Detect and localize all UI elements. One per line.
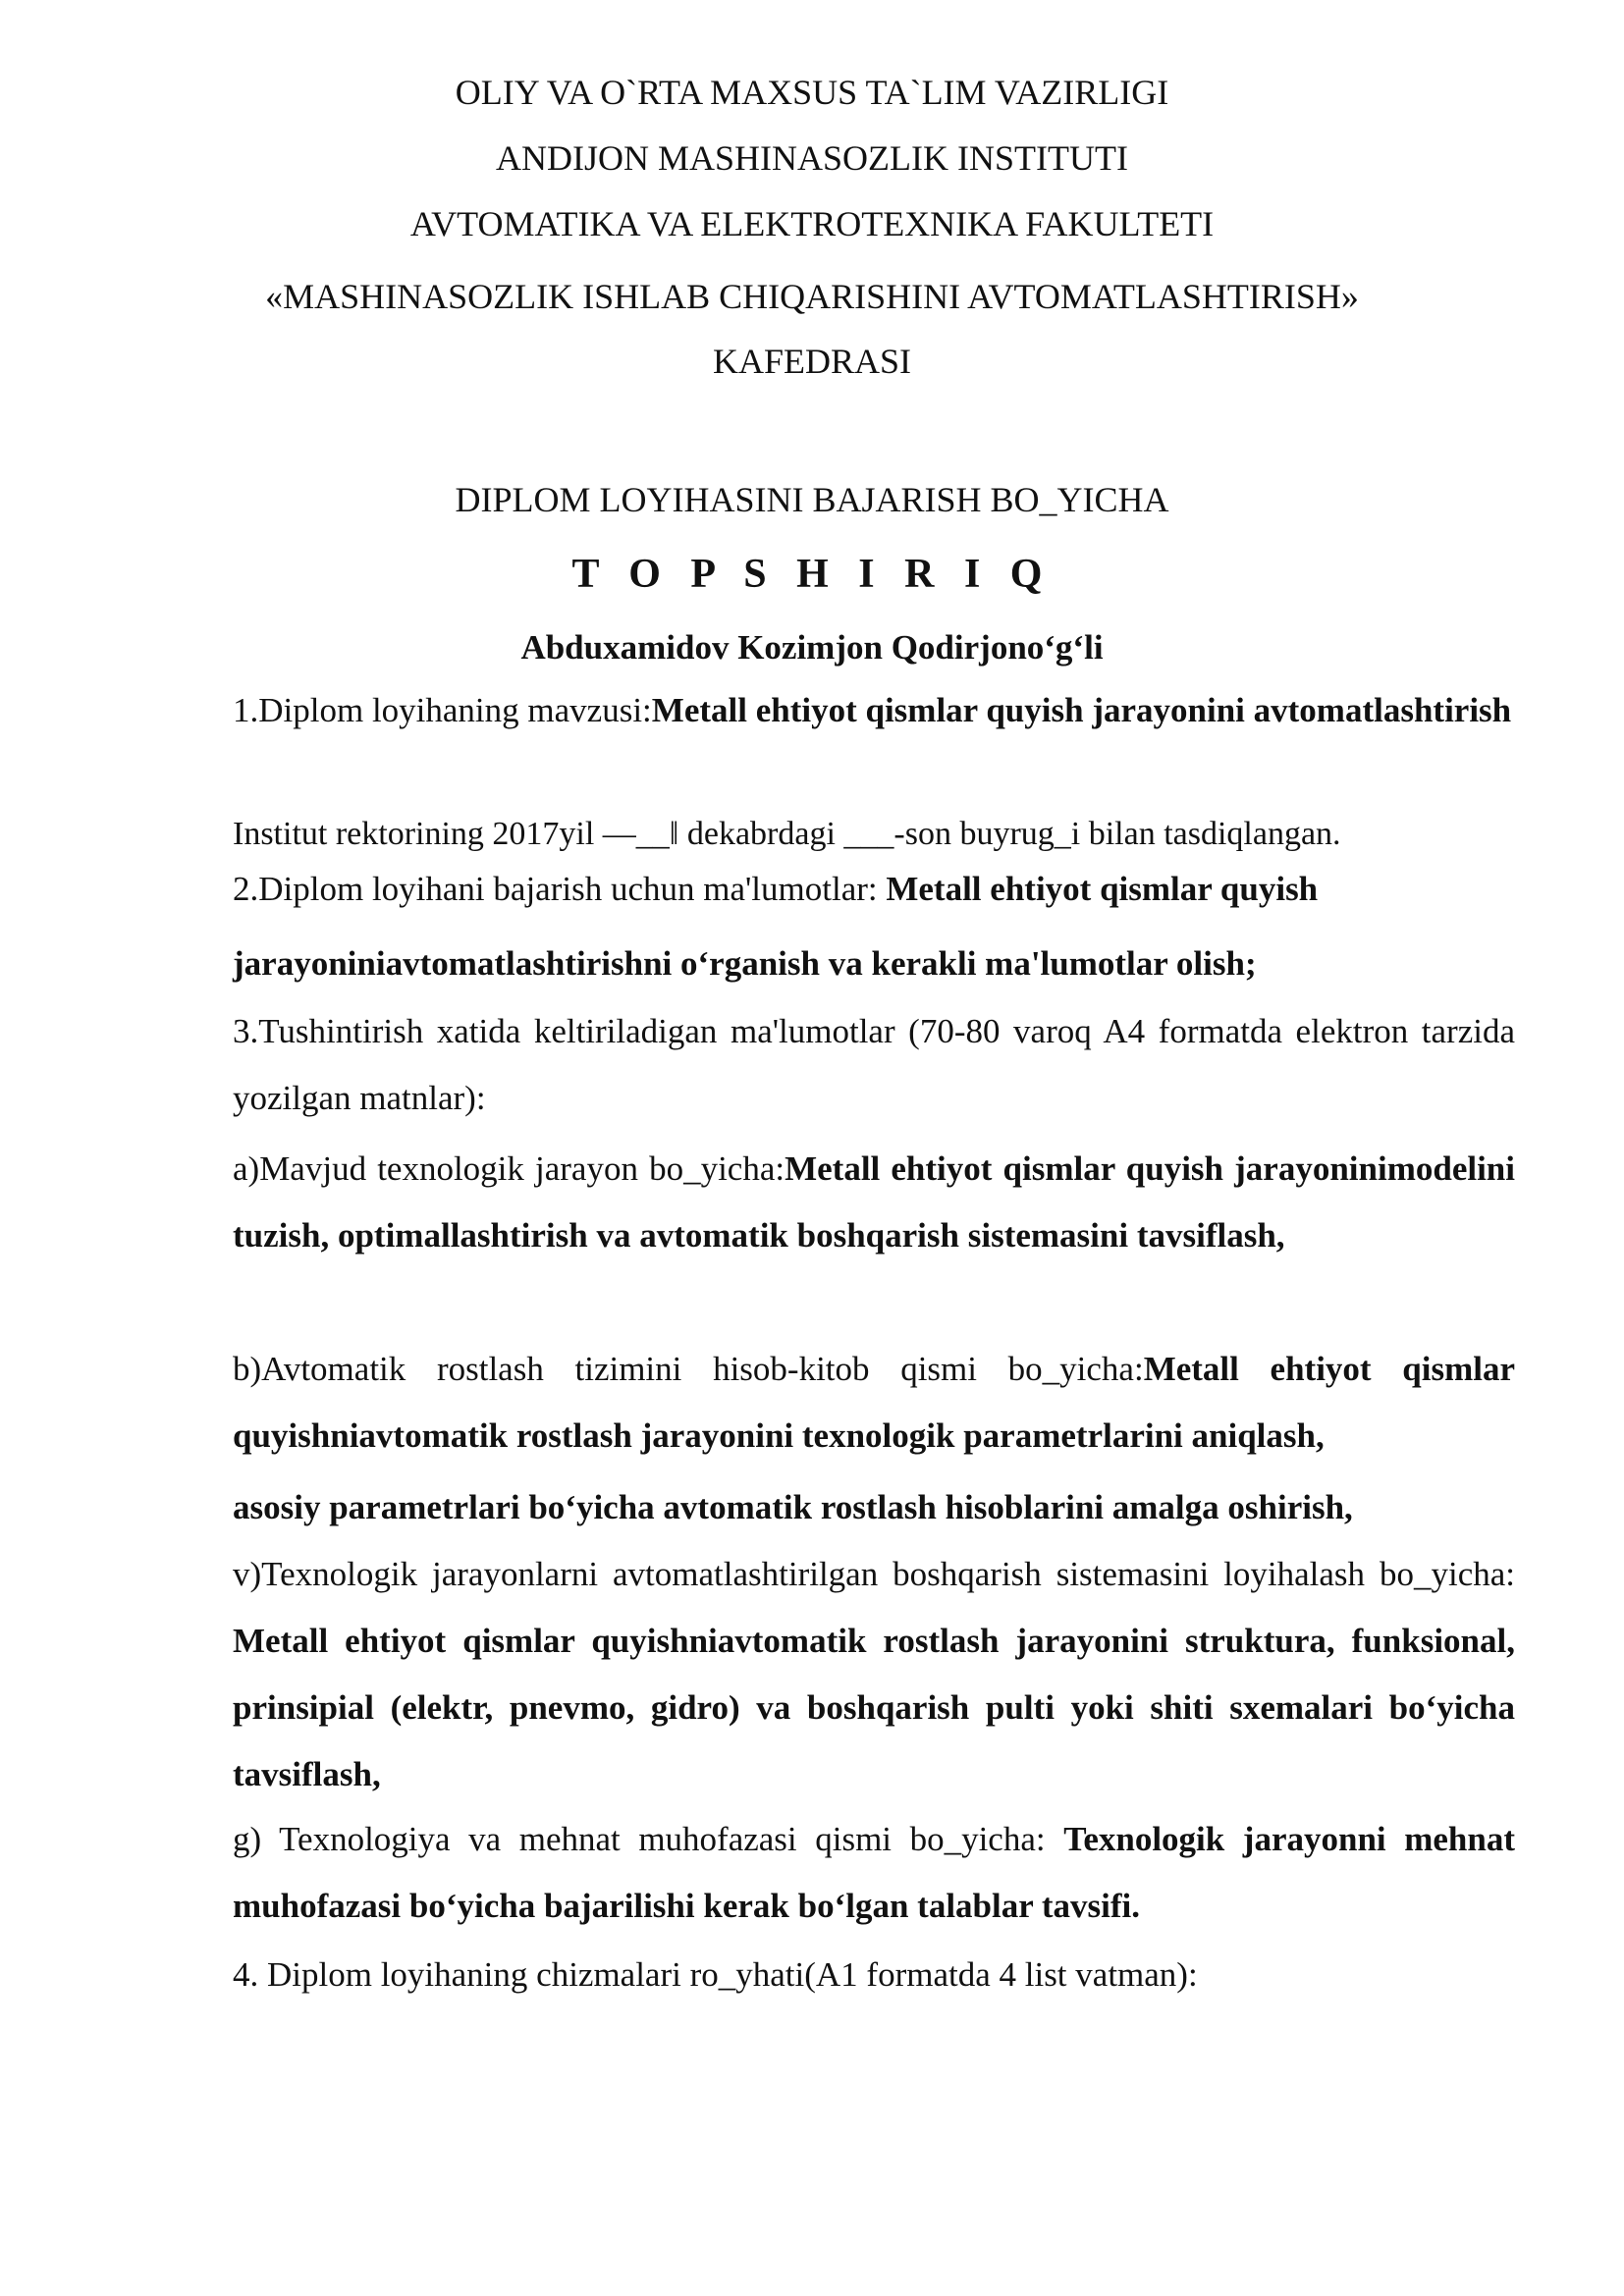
item-3a-label: a)Mavjud texnologik jarayon bo_yicha: [233,1149,785,1188]
item-4-text: 4. Diplom loyihaning chizmalari ro_yhati(A1 formatda 4 list vatman): [233,1955,1198,1994]
student-name: Abduxamidov Kozimjon Qodirjono‘g‘li [520,628,1104,667]
item-3b-value-line2: asosiy parametrlari bo‘yicha avtomatik rostlash hisoblarini amalga oshirish, [233,1488,1353,1526]
item-3v-label: v)Texnologik jarayonlarni avtomatlashtirilgan boshqarish sistemasini loyihalash bo_yicha: [233,1555,1515,1593]
item-2-value-line1: Metall ehtiyot qismlar quyish [886,870,1319,908]
assignment-subtitle: DIPLOM LOYIHASINI BAJARISH BO_YICHA [455,480,1169,519]
faculty-heading: AVTOMATIKA VA ELEKTROTEXNIKA FAKULTETI [409,204,1215,243]
item-3g-value: Texnologik jarayonni mehnat muhofazasi bo‘yicha bajarilishi kerak bo‘lgan talablar tavsifi. [233,1820,1515,1925]
item-3g-label: g) Texnologiya va mehnat muhofazasi qismi bo_yicha: [233,1820,1064,1858]
order-line: Institut rektorining 2017yil ―__‖ dekabrdagi ___-son buyrug_i bilan tasdiqlangan. [233,816,1341,852]
institute-heading: ANDIJON MASHINASOZLIK INSTITUTI [496,138,1128,178]
item-3v-value: Metall ehtiyot qismlar quyishniavtomatik rostlash jarayonini struktura, funksional, prinsipial (elektr, pnevmo, gidro) va boshqarish pulti yoki shiti sxemalari bo‘yicha tavsiflash, [233,1622,1515,1793]
item-2-line1 [233,868,1515,911]
item-3a-value: Metall ehtiyot qismlar quyish jarayoninimodelini tuzish, optimallashtirish va avtomatik boshqarish sistemasini tavsiflash, [233,1149,1515,1255]
item-3v [233,1541,1515,1808]
item-3a [233,1136,1515,1269]
item-3-text: 3.Tushintirish xatida keltiriladigan ma'lumotlar (70-80 varoq A4 formatda elektron tarzida yozilgan matnlar): [233,1012,1515,1117]
item-3b-label: b)Avtomatik rostlash tizimini hisob-kitob qismi bo_yicha: [233,1350,1144,1388]
department-heading-line2: KAFEDRASI [712,342,912,381]
item-1-value: Metall ehtiyot qismlar quyish jarayonini avtomatlashtirish [651,691,1512,729]
item-2-value-line2: jarayoniniavtomatlashtirishni o‘rganish va kerakli ma'lumotlar olish; [233,944,1257,983]
item-1-label: 1.Diplom loyihaning mavzusi: [233,691,652,729]
department-heading-line1: «MASHINASOZLIK ISHLAB CHIQARISHINI AVTOMATLASHTIRISH» [265,277,1359,316]
item-1-topic [233,677,1515,744]
ministry-heading: OLIY VA O`RTA MAXSUS TA`LIM VAZIRLIGI [455,73,1169,112]
item-3b [233,1336,1515,1469]
assignment-title: T O P S H I R I Q [571,552,1053,597]
item-3g [233,1806,1515,1940]
item-2-label: 2.Diplom loyihani bajarish uchun ma'lumotlar: [233,870,887,908]
item-3b-value-line1: Metall ehtiyot qismlar quyishniavtomatik rostlash jarayonini texnologik parametrlarini aniqlash, [233,1350,1515,1455]
